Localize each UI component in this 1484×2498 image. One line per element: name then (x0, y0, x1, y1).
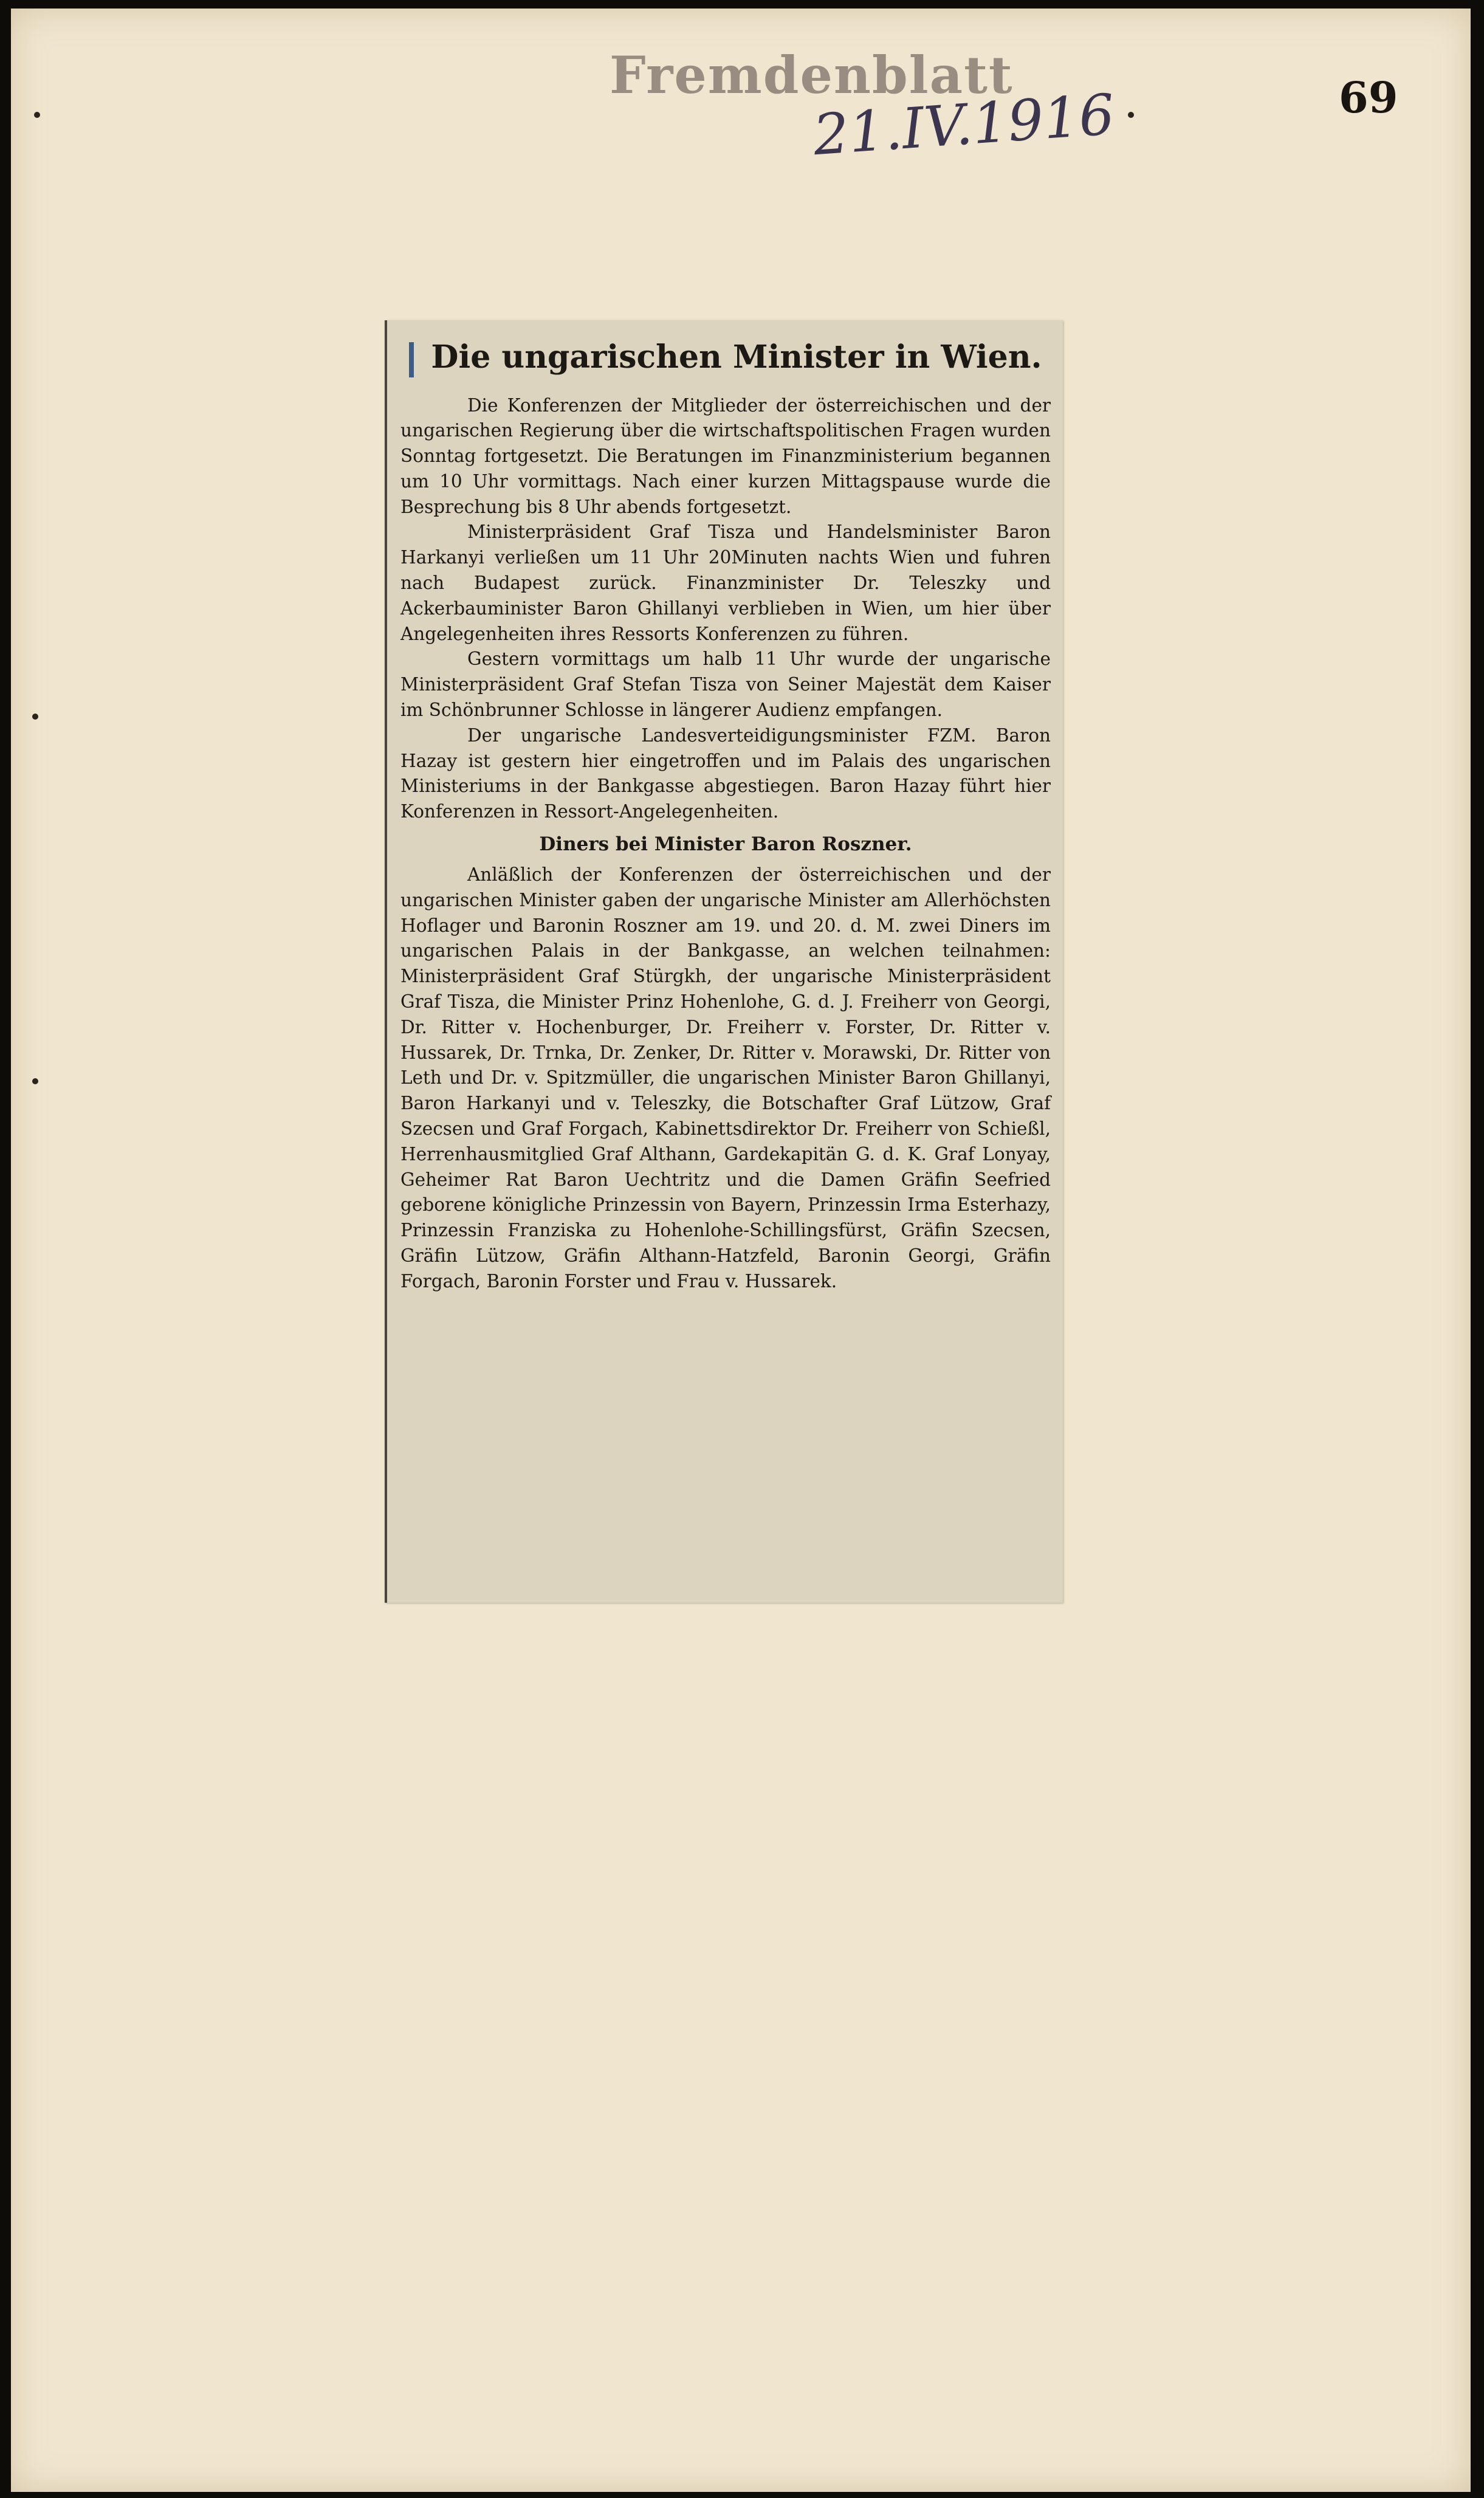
punch-mark (34, 112, 40, 118)
punch-mark (32, 714, 38, 720)
newspaper-stamp: Fremdenblatt (610, 45, 1014, 105)
article-headline (400, 339, 1051, 377)
page-number: 69 (1339, 72, 1398, 123)
article (400, 330, 1051, 1295)
article-subheading: Diners bei Minister Baron Roszner. (539, 833, 912, 856)
article-paragraph: Anläßlich der Konferenzen der österreichischen und der ungarischen Minister gaben der ungarische Minister am Allerhöchsten Hoflager und Baronin Roszner am 19. und 20. d. M. zwei Diners im ungarischen Palais in der Bankgasse, an welchen teilnahmen: Ministerpräsident Graf Stürgkh, der ungarische Ministerpräsident Graf Tisza, die Minister Prinz Hohenlohe, G. d. J. Freiherr von Georgi, Dr. Ritter v. Hochenburger, Dr. Freiherr v. Forster, Dr. Ritter v. Hussarek, Dr. Trnka, Dr. Zenker, Dr. Ritter v. Morawski, Dr. Ritter von Leth und Dr. v. Spitzmüller, die ungarischen Minister Baron Ghillanyi, Baron Harkanyi und v. Teleszky, die Botschafter Graf Lützow, Graf Szecsen und Graf Forgach, Kabinettsdirektor Dr. Freiherr von Schießl, Herrenhausmitglied Graf Althann, Gardekapitän G. d. K. Graf Lonyay, Geheimer Rat Baron Uechtritz und die Damen Gräfin Seefried geborene königliche Prinzessin von Bayern, Prinzessin Irma Esterhazy, Prinzessin Franziska zu Hohenlohe-Schillingsfürst, Gräfin Szecsen, Gräfin Lützow, Gräfin Althann-Hatzfeld, Baronin Georgi, Gräfin Forgach, Baronin Forster und Frau v. Hussarek. (400, 864, 1051, 1292)
blue-pencil-mark (409, 342, 414, 377)
handwritten-date: 21.IV.1916 (811, 81, 1117, 168)
article-paragraph: Gestern vormittags um halb 11 Uhr wurde der ungarische Ministerpräsident Graf Stefan Tisza von Seiner Majestät dem Kaiser im Schönbrunner Schlosse in längerer Audienz empfangen. (400, 649, 1051, 721)
headline-text: Die ungarischen Minister in Wien. (431, 339, 1042, 376)
punch-mark (1128, 112, 1134, 118)
archive-sheet (11, 9, 1471, 2492)
punch-mark (32, 1078, 38, 1084)
newspaper-clipping (385, 320, 1063, 1603)
article-paragraph: Ministerpräsident Graf Tisza und Handelsminister Baron Harkanyi verließen um 11 Uhr 20Minuten nachts Wien und fuhren nach Budapest zurück. Finanzminister Dr. Teleszky und Ackerbauminister Baron Ghillanyi verblieben in Wien, um hier über Angelegenheiten ihres Ressorts Konferenzen zu führen. (400, 521, 1051, 644)
article-paragraph: Die Konferenzen der Mitglieder der österreichischen und der ungarischen Regierung über die wirtschaftspolitischen Fragen wurden Sonntag fortgesetzt. Die Beratungen im Finanzministerium begannen um 10 Uhr vormittags. Nach einer kurzen Mittagspause wurde die Besprechung bis 8 Uhr abends fortgesetzt. (400, 394, 1051, 517)
article-paragraph: Der ungarische Landesverteidigungsminister FZM. Baron Hazay ist gestern hier eingetroffen und im Palais des ungarischen Ministeriums in der Bankgasse abgestiegen. Baron Hazay führt hier Konferenzen in Ressort-Angelegenheiten. (400, 724, 1051, 822)
